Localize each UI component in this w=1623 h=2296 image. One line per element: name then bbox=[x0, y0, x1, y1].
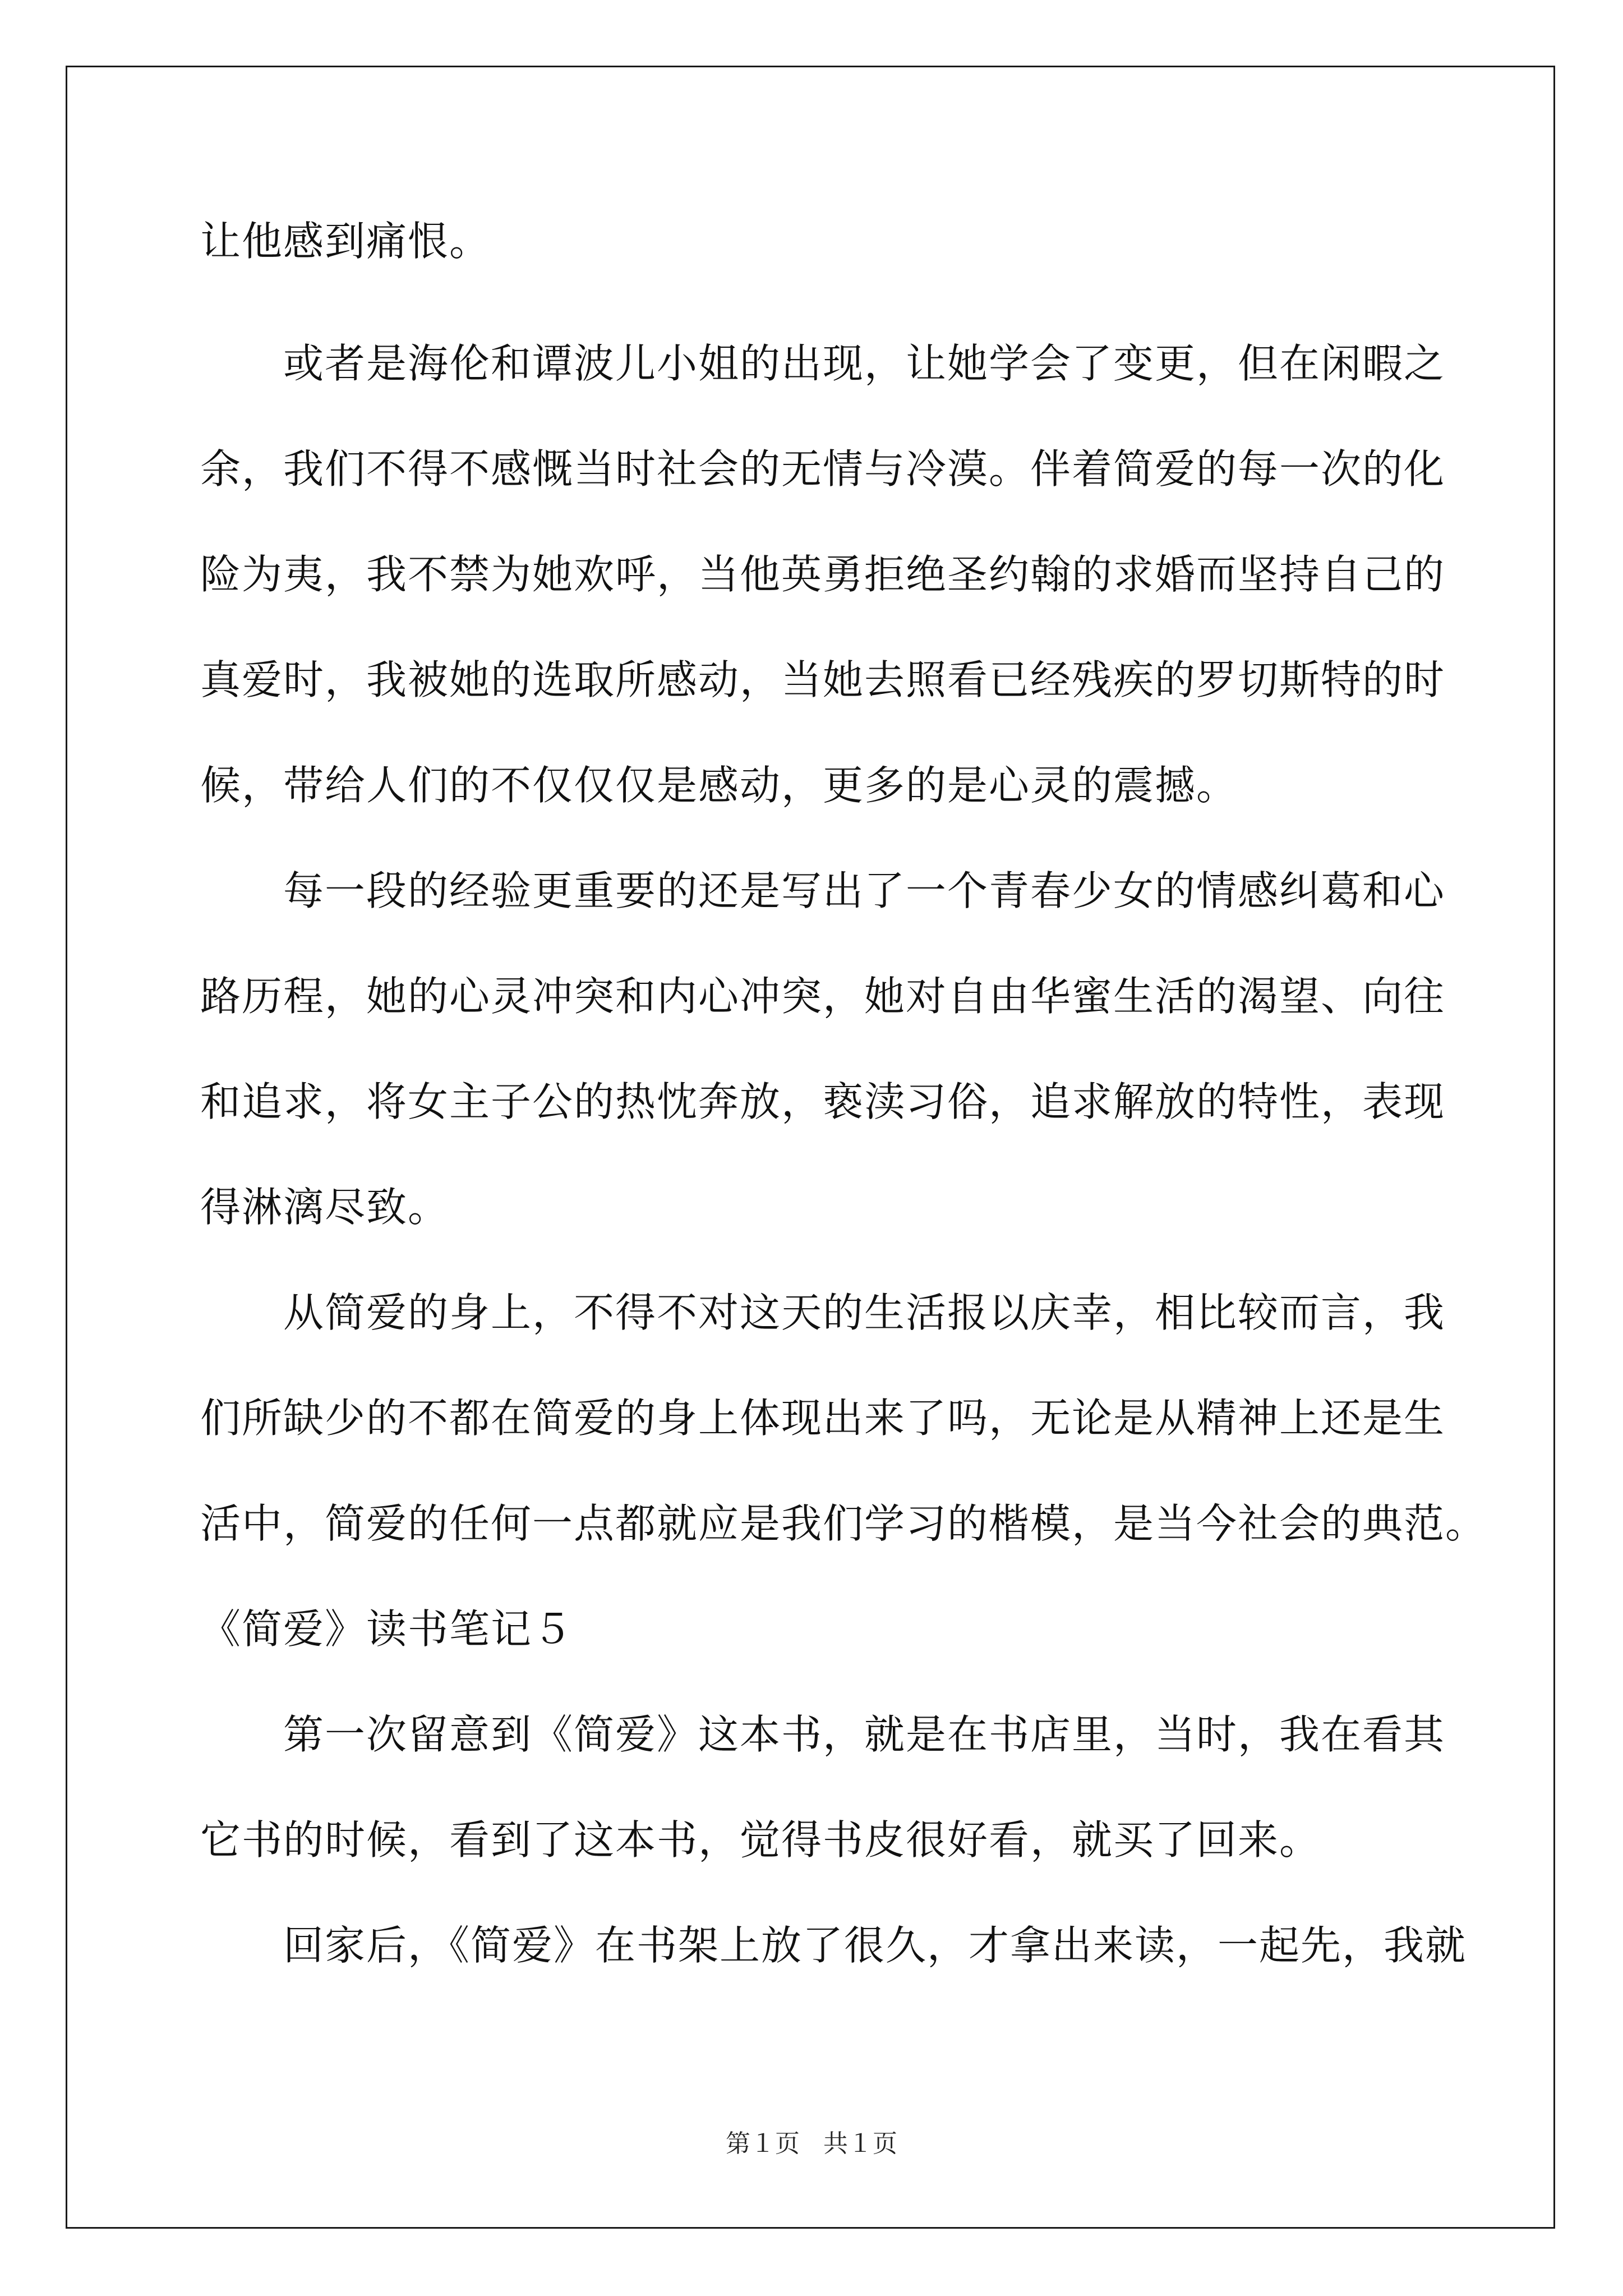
page-total: 共１页 bbox=[823, 2129, 897, 2158]
text-line: 活中，简爱的任何一点都就应是我们学习的楷模，是当今社会的典范。 bbox=[200, 1500, 1487, 1547]
paragraph-start-line: 每一段的经验更重要的还是写出了一个青春少女的情感纠葛和心 bbox=[283, 867, 1446, 914]
text-line: 得淋漓尽致。 bbox=[200, 1184, 450, 1231]
text-line: 真爱时，我被她的选取所感动，当她去照看已经残疾的罗切斯特的时 bbox=[200, 656, 1446, 703]
text-line: 候，带给人们的不仅仅仅是感动，更多的是心灵的震撼。 bbox=[200, 762, 1238, 809]
text-line: 让他感到痛恨。 bbox=[200, 218, 491, 265]
page-footer bbox=[0, 2127, 1623, 2161]
paragraph-start-line: 第一次留意到《简爱》这本书，就是在书店里，当时，我在看其 bbox=[283, 1711, 1446, 1758]
text-line: 路历程，她的心灵冲突和内心冲突，她对自由华蜜生活的渴望、向往 bbox=[200, 973, 1446, 1020]
paragraph-start-line: 回家后，《简爱》在书架上放了很久，才拿出来读，一起先，我就 bbox=[283, 1922, 1467, 1969]
text-line: 和追求，将女主子公的热忱奔放，亵渎习俗，追求解放的特性，表现 bbox=[200, 1078, 1446, 1125]
paragraph-start-line: 从简爱的身上，不得不对这天的生活报以庆幸，相比较而言，我 bbox=[283, 1289, 1446, 1336]
section-heading: 《简爱》读书笔记５ bbox=[200, 1605, 574, 1653]
text-line: 险为夷，我不禁为她欢呼，当他英勇拒绝圣约翰的求婚而坚持自己的 bbox=[200, 551, 1446, 598]
text-line: 们所缺少的不都在简爱的身上体现出来了吗，无论是从精神上还是生 bbox=[200, 1395, 1446, 1442]
text-line: 余，我们不得不感慨当时社会的无情与冷漠。伴着简爱的每一次的化 bbox=[200, 445, 1446, 493]
paragraph-start-line: 或者是海伦和谭波儿小姐的出现，让她学会了变更，但在闲暇之 bbox=[283, 340, 1446, 387]
text-line: 它书的时候，看到了这本书，觉得书皮很好看，就买了回来。 bbox=[200, 1816, 1321, 1864]
page-number: 第１页 bbox=[726, 2129, 800, 2158]
